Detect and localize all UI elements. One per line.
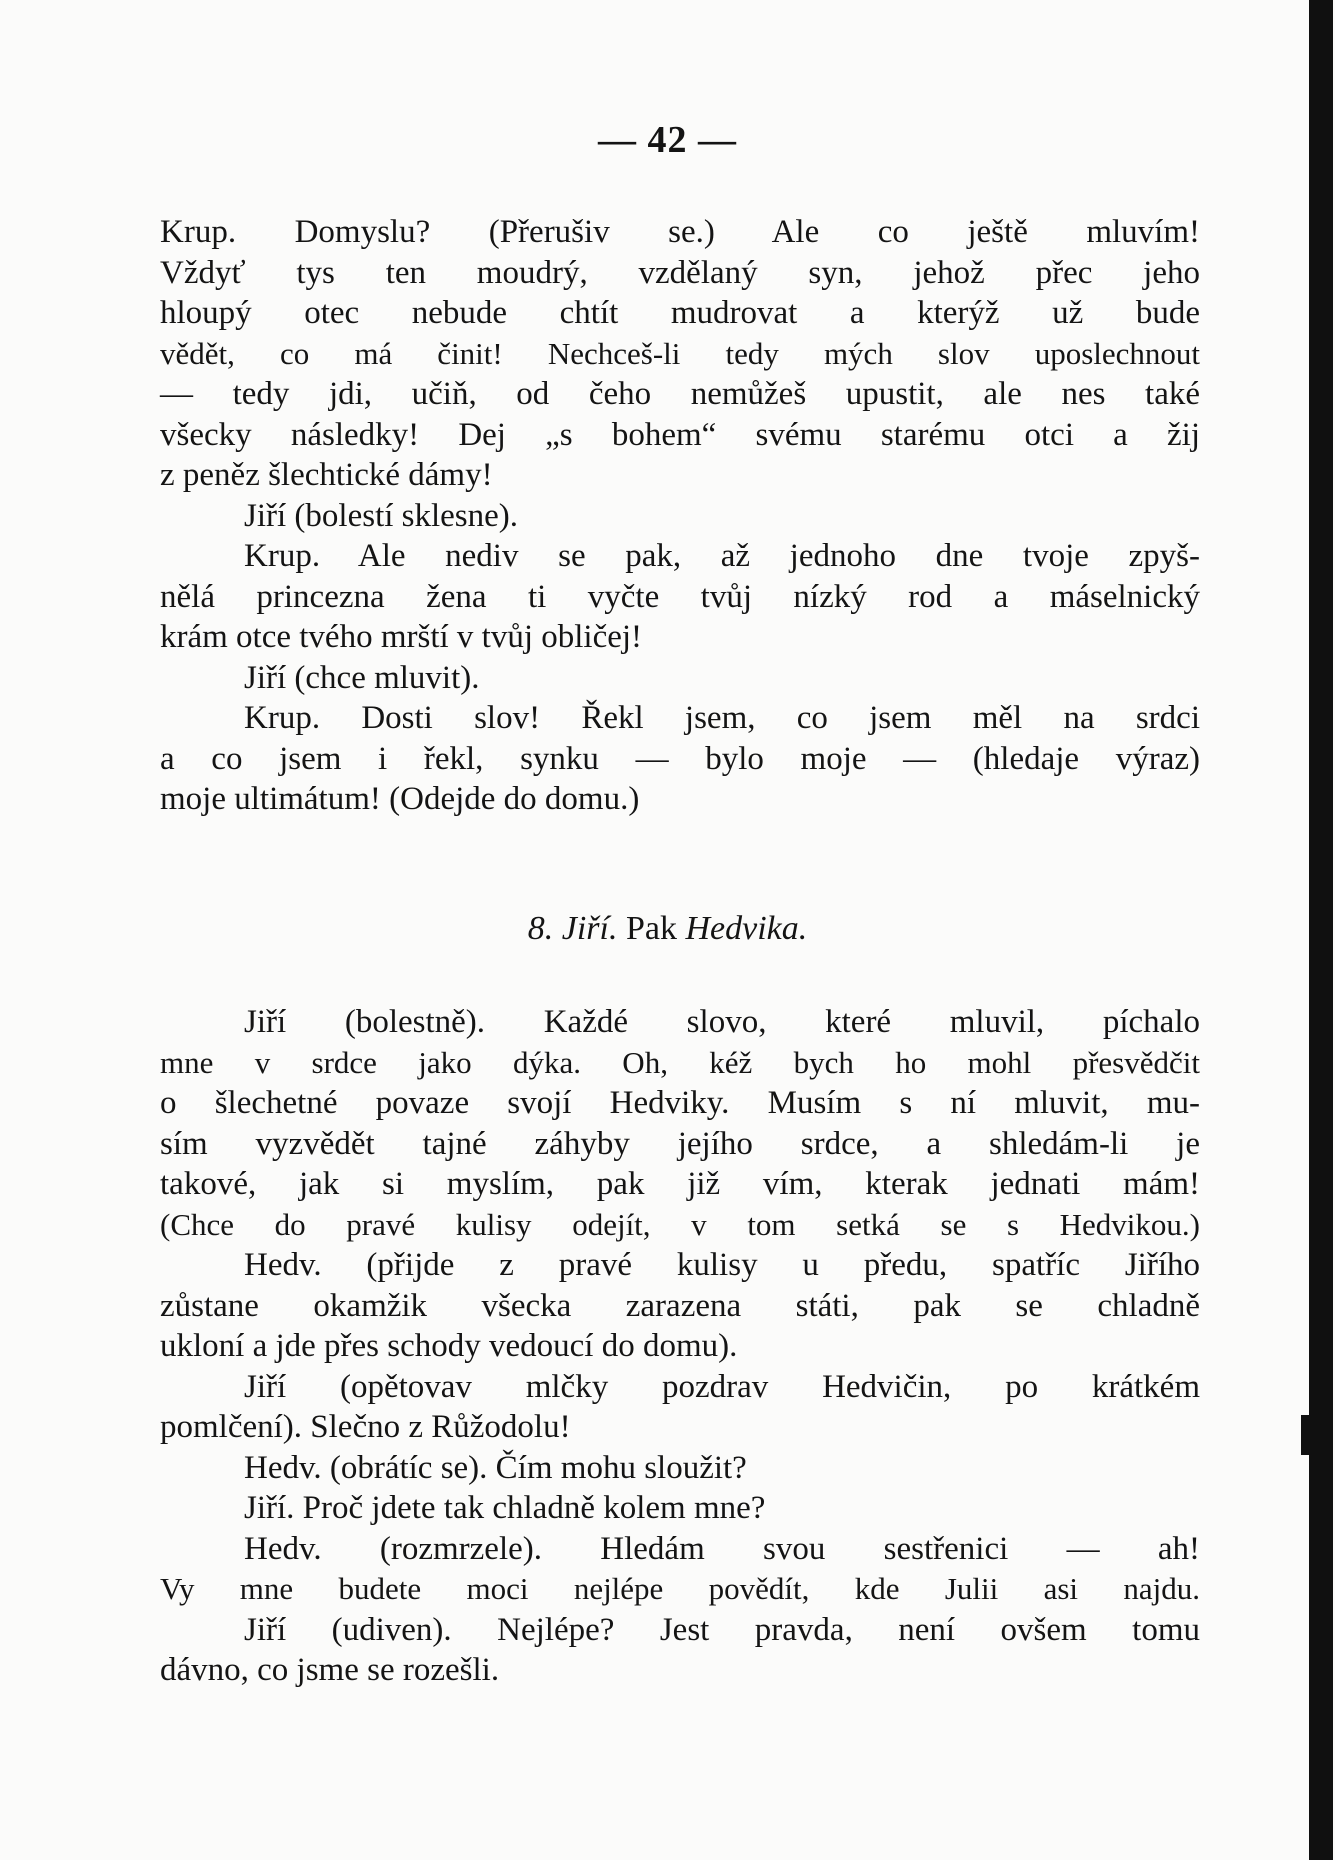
text-line: (Chce do pravé kulisy odejít, v tom setká se s Hedvikou.) [160,1206,1200,1242]
text-line: Krup. Dosti slov! Řekl jsem, co jsem měl na srdci [244,700,1200,736]
text-line: ukloní a jde přes schody vedoucí do domu). [160,1328,738,1364]
dialogue-block-2 [160,1002,1200,1691]
text-line: zůstane okamžik všecka zarazena státi, pak se chladně [160,1287,1200,1324]
stage-direction: Jiří (bolestí sklesne). [244,497,519,534]
scene-connector: Pak [625,910,677,947]
text-line: Hedv. (obrátíc se). Čím mohu sloužit? [244,1449,747,1486]
text-line: pomlčení). Slečno z Růžodolu! [160,1409,571,1445]
text-line: — tedy jdi, učiň, od čeho nemůžeš upustit, ale nes také [160,376,1200,412]
text-line: všecky následky! Dej „s bohem“ svému starému otci a žij [160,416,1200,453]
text-line: a co jsem i řekl, synku — bylo moje — (hledaje výraz) [160,740,1200,777]
text-line: takové, jak si myslím, pak již vím, kterak jednati mám! [160,1166,1200,1202]
scene-character-1: Jiří. [561,910,618,947]
stage-direction: Jiří (chce mluvit). [244,659,480,696]
text-line: vědět, co má činit! Nechceš-li tedy mých slov uposlechnout [160,335,1200,371]
text-line: z peněz šlechtické dámy! [160,457,493,493]
text-line: Vy mne budete moci nejlépe povědít, kde Julii asi najdu. [160,1571,1200,1606]
scene-character-2: Hedvika. [685,910,808,947]
dialogue-block-1 [160,212,1200,820]
text-line: Hedv. (přijde z pravé kulisy u předu, spatříc Jiřího [244,1247,1200,1283]
text-line: hloupý otec nebude chtít mudrovat a kterýž už bude [160,295,1200,331]
text-line: o šlechetné povaze svojí Hedviky. Musím s ní mluvit, mu- [160,1085,1200,1121]
text-line: moje ultimátum! (Odejde do domu.) [160,781,640,817]
page-edge-notch [1301,1415,1309,1455]
text-line: sím vyzvědět tajné záhyby jejího srdce, a shledám-li je [160,1125,1200,1162]
page-number: — 42 — [598,119,737,161]
text-line: dávno, co jsme se rozešli. [160,1652,500,1688]
text-line: krám otce tvého mrští v tvůj obličej! [160,619,643,655]
text-line: Hedv. (rozmrzele). Hledám svou sestřenici — ah! [244,1530,1200,1567]
text-line: Vždyť tys ten moudrý, vzdělaný syn, jehož přec jeho [160,254,1200,291]
scene-number: 8. [527,910,554,947]
text-line: Jiří (bolestně). Každé slovo, které mluvil, píchalo [244,1004,1200,1040]
text-line: Jiří (udiven). Nejlépe? Jest pravda, není ovšem tomu [244,1611,1200,1648]
text-line: Jiří (opětovav mlčky pozdrav Hedvičin, po krátkém [244,1368,1200,1405]
text-line: Krup. Ale nediv se pak, až jednoho dne tvoje zpyš- [244,538,1200,574]
text-line: mne v srdce jako dýka. Oh, kéž bych ho mohl přesvědčit [160,1044,1200,1080]
text-line: nělá princezna žena ti vyčte tvůj nízký rod a máselnický [160,578,1200,615]
text-line: Jiří. Proč jdete tak chladně kolem mne? [244,1490,766,1526]
scene-heading [0,910,1335,948]
text-line: Krup. Domyslu? (Přerušiv se.) Ale co ještě mluvím! [160,214,1200,250]
